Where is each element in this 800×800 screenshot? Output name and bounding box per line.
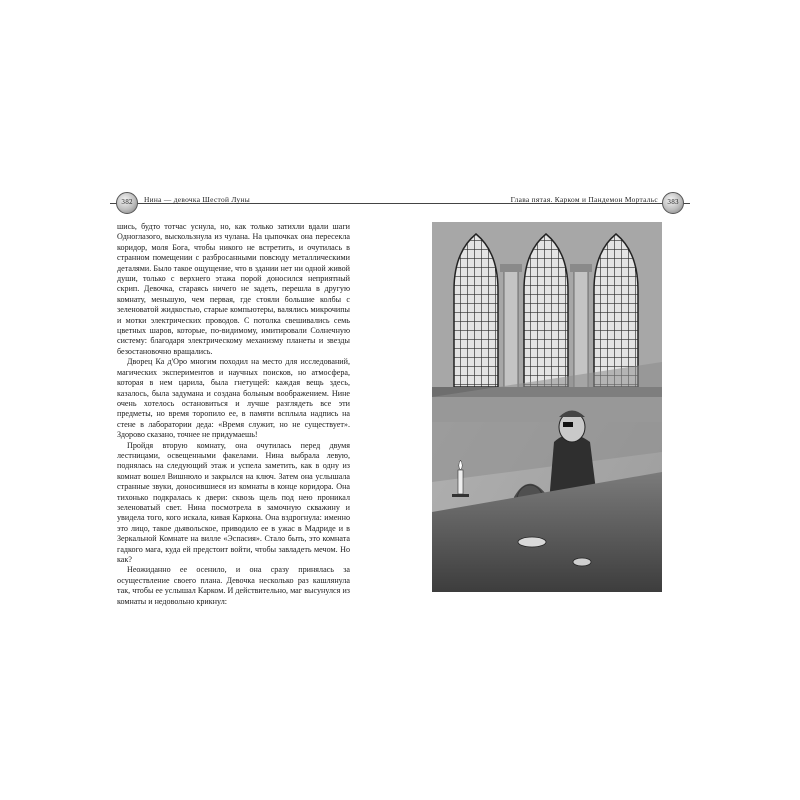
window-middle <box>524 234 568 387</box>
left-page-text <box>117 222 350 607</box>
paragraph: Неожиданно ее осенило, и она сразу принялась за осуществление своего плана. Девочка несколько раз кашлянула так, чтобы ее услышал Карком. И действительно, маг высунулся из комнаты и недовольно крикнул: <box>117 565 350 606</box>
chapter-illustration <box>432 222 662 592</box>
paragraph: шись, будто тотчас уснула, но, как только затихли вдали шаги Одноглазого, выскользнула из чулана. На цыпочках она пересекла коридор, моля Бога, чтобы никого не встретить, и очутилась в странном помещении с разбросанными повсюду металлическими деталями. Было такое ощущение, что в здании нет ни одной живой души, только с верхнего этажа порой доносился неприятный скрип. Девочка, стараясь ничего не задеть, перешла в другую комнату, меньшую, чем первая, где стояли большие колбы с зеленоватой жидкостью, старые компьютеры, валялись микрочипы и мотки электрических проводов. С потолка свешивались семь цветных шаров, которые, по-видимому, имитировали Солнечную систему: благодаря электрическому механизму планеты и звезды безостановочно вращались. <box>117 222 350 356</box>
illustration-art <box>432 222 662 592</box>
window-left <box>454 234 498 387</box>
right-page-number: 383 <box>662 192 684 214</box>
window-right <box>594 234 638 387</box>
right-running-head: Глава пятая. Карком и Пандемон Мортальс <box>510 195 658 204</box>
left-running-head: Нина — девочка Шестой Луны <box>144 195 250 204</box>
left-page-number: 382 <box>116 192 138 214</box>
paragraph: Пройдя вторую комнату, она очутилась перед двумя лестницами, освещенными факелами. Нина выбрала левую, поднялась на следующий этаж и успела заметить, как в одну из комнат вошел Вишнюло и закрылся на ключ. Затем она услышала странные звуки, доносившиеся из комнаты в конце коридора. Она тихонько подкралась к двери: сквозь щель под нею проникал зеленоватый свет. Нина посмотрела в замочную скважину и увидела того, кого искала, кивая Каркона. Она вздрогнула: именно это лицо, такое дьявольское, приводило ее в ужас в Мадриде и в Зеркальной Комнате на вилле «Эспасия». Стало быть, это комната гадкого мага, куда ей предстоит войти, чтобы завладеть мечом. Но как? <box>117 440 350 564</box>
paragraph: Дворец Ка д'Оро многим походил на место для исследований, магических экспериментов и научных поисков, но атмосфера, которая в нем царила, была гнетущей: каждая вещь здесь, казалось, была задумана и создана больным воображением. Нине очень хотелось остановиться и лучше разглядеть все эти предметы, но время торопило ее, в памяти всплыла надпись на стене в лаборатории деда: «Время служит, но не существует». Здорово сказано, точнее не придумаешь! <box>117 357 350 440</box>
